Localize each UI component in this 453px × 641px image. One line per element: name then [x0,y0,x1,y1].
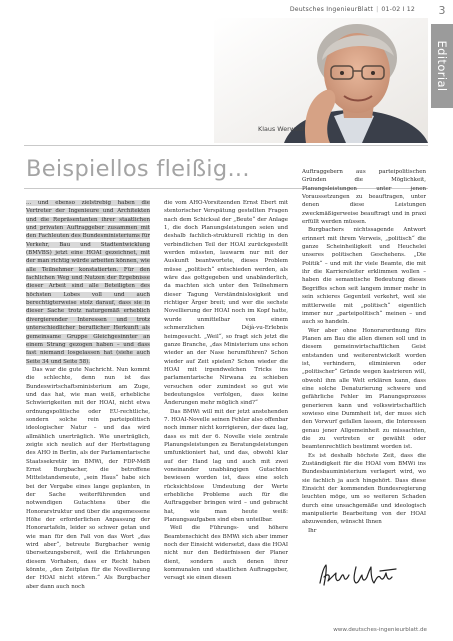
lead-text: ... und ebenso zielstrebig haben die Vertreter der Ingenieure und Architekten und die Repräsentanten ihrer staatlichen und privaten Auftraggeber zusammen mit den Fachleuten des Bundesministeriums für Verkehr, Bau und Stadtentwicklung (BMVBS) jetzt eine HOAI gezeichnet, mit der man richtig würde arbeiten können, wie alle Teilnehmer konstatierten. Für den fachlichen Weg und Nutzen der Ergebnisse dieser Arbeit sind alle Beteiligten des höchsten Lobes voll und auch berechtigterweise stolz darauf, dass sie in dieser Sache trotz naturgemäß erheblich divergierender Interessen und trotz unterschiedlicher beruflicher Herkunft als gemeinsame Gruppe Gleichgesinnter an einem Strang gezogen haben – und dass fast niemand losgelassen hat (siehe auch Seite 34 und Seite 58). [26,200,150,365]
body-paragraph: Das war die gute Nachricht. Nun kommt die schlechte, denn nun ist das Bundeswirtschaftsministerium am Zuge, und das hat, wie man weiß, erhebliche Schwierigkeiten mit der HOAI, nicht etwa ordnungspolitische oder EU-rechtliche, sondern solche rein parteipolitisch ideologischer Natur – und das wird allmählich unerträglich. Wie unerträglich, zeigte sich neulich auf der Herbsttagung des AHO in Berlin, als der Parlamentarische Staatssekretär im BMWi, der FDP-MdB Ernst Burgbacher, die betroffene Mittelstandsmeute, „sein Haus“ habe sich bei der Vergabe eines lange geplanten, in der Sache weiterführenden und notwendigen Gutachtens über die Honorarstruktur und über die angemessene Höhe der erforderlichen Anpassung der Honorartafeln, leider so schwer getan und wie man für den Fall von das Wort „das wird aber“, betreute Burgbacher wenig übersetzungsbereit, weil die Erfahrungen diesem Vorhaben, dass er Recht haben könnte, „den Zeitplan für die Novellierung der HOAI nicht stören.“ Als Burgbacher aber dann auch noch [26,366,150,590]
body-paragraph: Das BMWi will mit der jetzt anstehenden 7. HOAI-Novelle seinen Fehler also offenbar noch immer nicht korrigieren, der dazu lag, dass es mit der 6. Novelle viele zentrale Planungsleistungen zu Beratungsleistungen umfunktioniert hat, und das, obwohl klar auf der Hand lag und auch mit zwei voneinander unabhängigen Gutachten bewiesen worden ist, dass eine solch rücksichtslose Umdeutung der Werte erhebliche Probleme auch für die Auftraggeber bringen wird – und gebracht hat, wie man heute weiß: Planungsaufgaben sind eben unteilbar. [164,408,288,524]
headline: Beispiellos fleißig... [26,156,250,182]
divider-top [24,145,428,146]
body-paragraph: Weil die Führungs- und höhere Beamtenschicht des BMWi sich aber immer noch der Einsicht widersetzt, dass die HOAI nicht nur den Bedürfnissen der Planer dient, sondern auch denen ihrer kommunalen und staatlichen Auftraggeber, versagt sie einen diesen [164,525,288,582]
portrait-caption: Klaus Werwath [258,125,306,133]
column-2 [164,199,288,583]
closing-line: Ihr [308,527,317,534]
footer-url[interactable]: www.deutsches-ingenieurblatt.de [333,627,427,633]
signature-image [316,561,402,589]
section-tab-label: Editorial [435,40,449,92]
author-portrait [214,18,428,143]
section-tab [431,24,453,108]
body-paragraph: Auftraggebern aus parteipolitischen Gründen die Möglichkeit, Planungsleistungen unter jenen Voraussetzungen zu beauftragen, unter denen diese Leistungen zweckmäßigerweise beauftragt und in praxi erfüllt werden müssen. [302,169,426,226]
lead-paragraph [26,199,150,366]
publication-title: Deutsches IngenieurBlatt [289,6,374,13]
author-signature [316,561,402,589]
body-paragraph: Burgbachers nichtssagende Antwort erinnert mit ihrem Verweis, „politisch“ die ganze Scheinheiligkeit und Heuchelei unseres politischen Geschehens. „Die Politik“ – und mit ihr viele Beamte, die mit ihr die Karriereleiter erklimmen wollen – haben die semantische Bedeutung dieses Begriffes schon seit langem immer mehr in sein schieres Gegenteil verkehrt, weil sie mittlerweile mit „politisch“ eigentlich immer nur „parteipolitisch“ meinen – und auch so handeln. [302,227,426,326]
column-3 [302,168,426,535]
page-number: 3 [431,0,453,22]
body-paragraph: Es ist deshalb höchste Zeit, dass die Zuständigkeit für die HOAI vom BMWi ins Bundesbauministerium verlagert wird, wo sie fachlich ja auch hingehört. Dass diese Einsicht der kommenden Bundesregierung leuchten möge, um so weiteren Schaden durch eine unsachgemäße und ideologisch manipulierte Bearbeitung von der HOAI abzuwenden, wünscht Ihnen [302,452,426,526]
body-paragraph: Wer aber ohne Honorarordnung fürs Planen am Bau die allen dienen soll und in diesem gemeinwirtschaftlichen Geist entstanden und weiterentwickelt worden ist, verhindern, eliminieren oder „politischer“ Gründe wegen kastrieren will, obwohl ihm alle Welt erklären kann, dass eine solche Denaturierung schwere und gefährliche Fehler im Planungsprozess generieren kann und volkswirtschaftlich sowieso eine Dummheit ist, der muss sich den Vorwurf gefallen lassen, die Interessen genau jener Allgemeinheit zu missachten, die zu vertreten er gewählt oder beamtenrechtlich bestimmt worden ist. [302,327,426,451]
page-header [0,0,453,18]
masthead: Deutsches IngenieurBlatt | 01-02 I 12 [289,6,415,13]
body-paragraph: die vom AHO-Vorsitzenden Ernst Ebert mit stentorischer Verspätung gestellten Fragen nach dem Schicksal der „Beute“ der Anlage 1, die doch Planungsleistungen seien und deshalb fachlich-strukturell richtig in den verbindlichen Teil der HOAI zurückgestellt werden müssten, lauwarm nur mit der Auskunft beantwortete, dieses Problem müsse „politisch“ entschieden werden, als wäre das gottgegeben und unabänderlich, da machten sich unter den Teilnehmern dieser Tagung Verständnislosigkeit und richtiger Ärger breit; und wer die sechste Novellierung der HOAI noch im Kopf hatte, wurde unmittelbar von einem schmerzlichen Déjà-vu-Erlebnis heimgesucht. „Weil“, so fragt sich jetzt die ganze Branche, „das Ministerium uns schon wieder an der Nase herumführen? Schon wieder auf Zeit spielen? Schon wieder die HOAI mit irgendwelchen Tricks ins parlamentarische Nirwana zu schieben versuchen oder zumindest so gut wie bedeutungslos verfolgen, dass keine Änderungen mehr möglich sind?“ [164,200,288,407]
issue-label: 01-02 I 12 [381,6,415,13]
portrait-image [214,18,428,143]
column-1 [26,199,150,591]
